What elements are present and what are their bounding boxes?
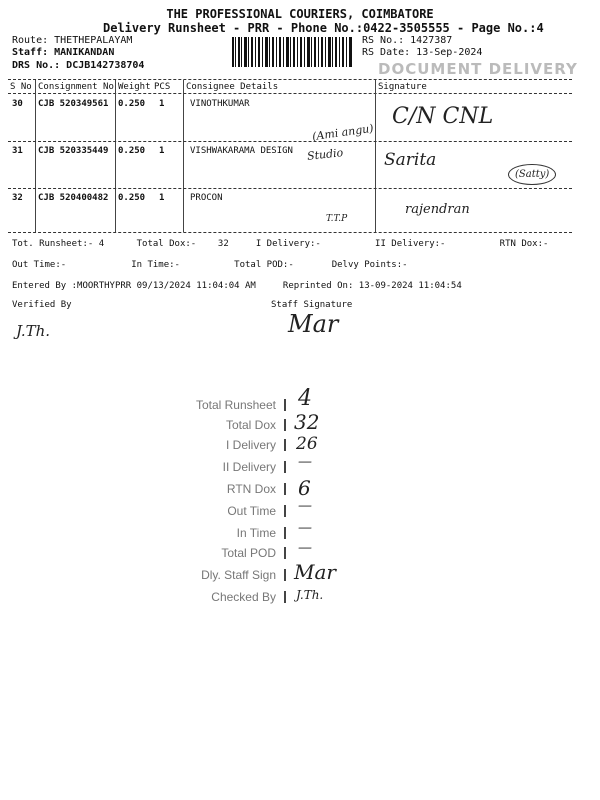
tally-label: RTN Dox <box>226 482 276 496</box>
tally-value: J.Th. <box>296 588 324 602</box>
tally-value: — <box>298 520 312 536</box>
rs-date: RS Date: 13-Sep-2024 <box>362 47 483 58</box>
tally-value: — <box>298 454 312 470</box>
col-divider <box>183 80 184 232</box>
runsheet-subtitle: Delivery Runsheet - PRR - Phone No.:0422-3505555 - Page No.:4 <box>103 21 544 35</box>
table-top-rule <box>8 79 572 80</box>
verified-by-label: Verified By <box>12 300 72 310</box>
tally-value: — <box>298 498 312 514</box>
route: Route: THETHEPALAYAM <box>12 35 133 46</box>
row-consignee: VINOTHKUMAR <box>190 99 250 109</box>
summary-totals: Tot. Runsheet:- 4 Total Dox:- 32 I Delivery:- II Delivery:- RTN Dox:- <box>12 239 549 249</box>
tally-label: II Delivery <box>222 460 276 474</box>
document-delivery-stamp: DOCUMENT DELIVERY <box>378 60 578 78</box>
tally-bracket <box>284 527 290 539</box>
verified-signature: J.Th. <box>16 322 51 340</box>
row-weight: 0.250 <box>118 99 146 109</box>
tally-label: Total POD <box>221 546 276 560</box>
col-signature: Signature <box>378 82 427 92</box>
handwritten-note: (Ami angu) <box>311 121 375 144</box>
row-pcs: 1 <box>159 146 165 156</box>
handwritten-signature: rajendran <box>405 202 470 217</box>
tally-label: Checked By <box>211 590 276 604</box>
tally-label: Dly. Staff Sign <box>201 568 276 582</box>
row-consignment: CJB 520349561 <box>38 99 109 109</box>
tally-label: Total Runsheet <box>195 398 276 412</box>
table-header-rule <box>8 93 572 94</box>
staff: Staff: MANIKANDAN <box>12 47 115 58</box>
handwritten-signature: C/N CNL <box>392 104 494 129</box>
col-weight: Weight <box>118 82 151 92</box>
tally-value: Mar <box>294 560 336 584</box>
table-bottom-rule <box>8 232 572 233</box>
row-sno: 31 <box>12 146 23 156</box>
handwritten-note: Studio <box>306 146 344 163</box>
tally-bracket <box>284 399 290 411</box>
rs-number: RS No.: 1427387 <box>362 35 453 46</box>
staff-signature-label: Staff Signature <box>271 300 353 310</box>
col-sno: S No <box>10 82 32 92</box>
col-divider <box>115 80 116 232</box>
tally-label: In Time <box>236 526 276 540</box>
tally-bracket <box>284 483 290 495</box>
tally-bracket <box>284 591 290 603</box>
tally-value: 4 <box>298 386 312 411</box>
row-weight: 0.250 <box>118 193 146 203</box>
row-sno: 30 <box>12 99 23 109</box>
staff-signature: Mar <box>288 310 339 338</box>
tally-bracket <box>284 439 290 451</box>
row-consignment: CJB 520400482 <box>38 193 109 203</box>
col-pcs: PCS <box>154 82 171 92</box>
entered-by: Entered By :MOORTHYPRR 09/13/2024 11:04:04 AM Reprinted On: 13-09-2024 11:04:54 <box>12 281 462 291</box>
tally-value: 32 <box>294 410 320 434</box>
tally-bracket <box>284 569 290 581</box>
row-pcs: 1 <box>159 193 165 203</box>
tally-value: 26 <box>296 434 318 454</box>
row-rule <box>8 141 572 142</box>
tally-bracket <box>284 547 290 559</box>
row-pcs: 1 <box>159 99 165 109</box>
tally-label: Out Time <box>227 504 276 518</box>
company-name: THE PROFESSIONAL COURIERS, COIMBATORE <box>166 7 434 21</box>
tally-value: — <box>298 540 312 556</box>
row-consignee: PROCON <box>190 193 223 203</box>
summary-times: Out Time:- In Time:- Total POD:- Delvy Points:- <box>12 260 408 270</box>
drs-number: DRS No.: DCJB142738704 <box>12 60 145 71</box>
tally-bracket <box>284 505 290 517</box>
row-consignment: CJB 520335449 <box>38 146 109 156</box>
tally-value: 6 <box>298 476 311 500</box>
handwritten-circled-note: (Satty) <box>508 164 556 185</box>
col-consignment: Consignment No <box>38 82 114 92</box>
tally-label: Total Dox <box>225 418 276 432</box>
barcode <box>232 37 354 67</box>
handwritten-signature: Sarita <box>384 150 437 170</box>
row-weight: 0.250 <box>118 146 146 156</box>
tally-label: I Delivery <box>225 438 276 452</box>
row-rule <box>8 188 572 189</box>
row-sno: 32 <box>12 193 23 203</box>
col-divider <box>375 80 376 232</box>
tally-bracket <box>284 419 290 431</box>
col-divider <box>35 80 36 232</box>
col-consignee: Consignee Details <box>186 82 279 92</box>
row-consignee: VISHWAKARAMA DESIGN <box>190 146 293 156</box>
tally-bracket <box>284 461 290 473</box>
handwritten-note: T.T.P <box>326 214 348 224</box>
